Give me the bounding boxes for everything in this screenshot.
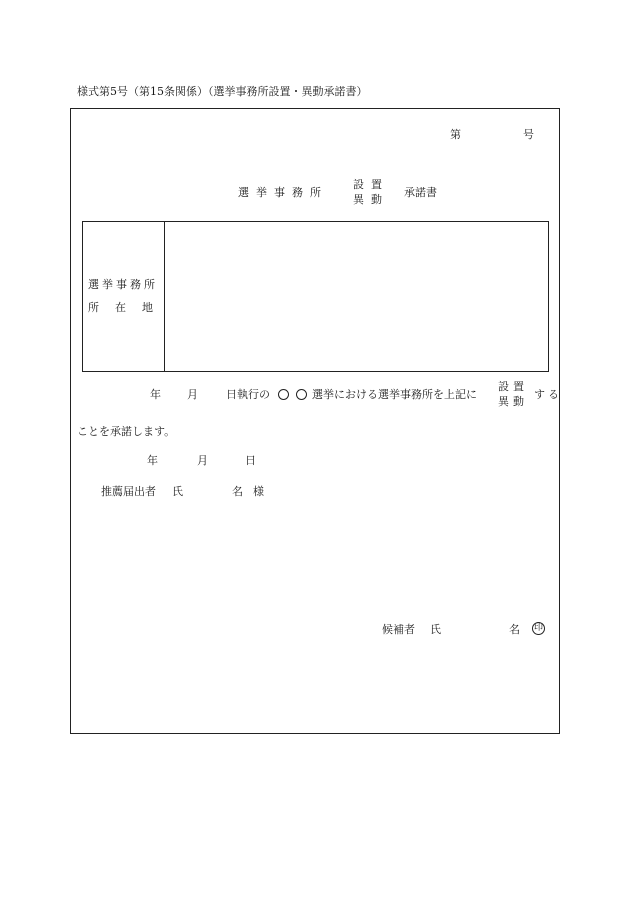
body-option (498, 381, 528, 407)
recommender-label: 推薦届出者 (101, 485, 156, 498)
title-part2: 承諾書 (404, 186, 437, 199)
body-line2: ことを承諾します。 (77, 425, 176, 438)
date-month: 月 (197, 454, 208, 467)
body-year: 年 (150, 388, 161, 401)
body-text2: 選挙における選挙事務所を上記に (312, 388, 477, 401)
body-month: 月 (187, 388, 198, 401)
form-caption: 様式第5号（第15条関係）（選挙事務所設置・異動承諾書） (77, 85, 368, 98)
address-label-line2: 所在地 (88, 301, 169, 314)
address-box (82, 221, 549, 372)
address-divider (164, 221, 165, 372)
number-suffix: 号 (523, 128, 534, 141)
body-text1: 日執行の (226, 388, 270, 401)
election-circle-1 (278, 389, 289, 402)
recommender-shi: 氏 (172, 485, 183, 498)
seal-mark (532, 622, 545, 635)
body-option-upper: 設置 (498, 380, 528, 393)
title-option (353, 179, 389, 205)
body-text3: する (534, 388, 562, 401)
date-day: 日 (245, 454, 256, 467)
title-option-lower: 異動 (353, 193, 389, 206)
body-option-lower: 異動 (498, 395, 528, 408)
candidate-mei: 名 (509, 623, 520, 636)
election-circle-2 (296, 389, 307, 402)
number-prefix: 第 (450, 128, 461, 141)
recommender-sama: 様 (253, 485, 264, 498)
title-part1: 選挙事務所 (238, 186, 328, 199)
date-year: 年 (147, 454, 158, 467)
address-label-line1: 選挙事務所 (88, 278, 158, 291)
candidate-shi: 氏 (430, 623, 441, 636)
candidate-label: 候補者 (382, 623, 415, 636)
recommender-mei: 名 (232, 485, 243, 498)
form-frame (70, 108, 560, 734)
seal-icon: 印 (533, 623, 543, 633)
title-option-upper: 設置 (353, 178, 389, 191)
